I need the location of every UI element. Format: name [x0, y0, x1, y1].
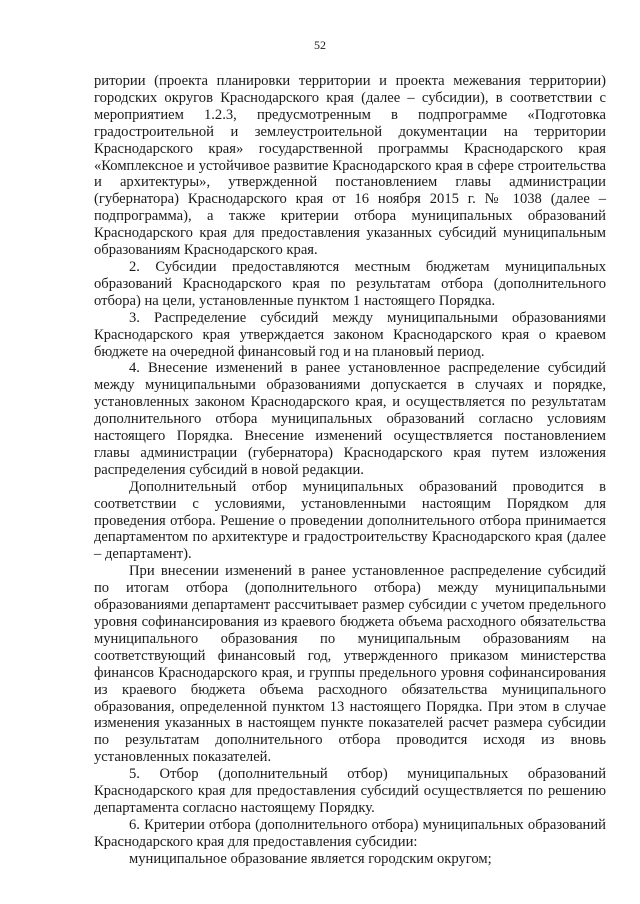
paragraph-criterion: муниципальное образование является городским округом;	[129, 850, 492, 867]
document-body	[94, 73, 606, 868]
paragraph-item-6: 6. Критерии отбора (дополнительного отбора) муниципальных образований Краснодарского края для предоставления субсидии:	[94, 816, 606, 850]
paragraph-additional-selection: Дополнительный отбор муниципальных образований проводится в соответствии с условиями, установленными настоящим Порядком для проведения отбора. Решение о проведении дополнительного отбора принимается департаментом по архитектуре и градостроительству Краснодарского края (далее – департамент).	[94, 478, 606, 563]
paragraph-continuation: ритории (проекта планировки территории и проекта межевания территории) городских округов Краснодарского края (далее – субсидии), в соответствии с мероприятием 1.2.3, предусмотренным в подпрограмме «Подготовка градостроительной и землеустроительной документации на территории Краснодарского края» государственной программы Краснодарского края «Комплексное и устойчивое развитие Краснодарского края в сфере строительства и архитектуры», утвержденной постановлением главы администрации (губернатора) Краснодарского края от 16 ноября 2015 г. № 1038 (далее – подпрограмма), а также критерии отбора муниципальных образований Краснодарского края для предоставления указанных субсидий муниципальным образованиям Краснодарского края.	[94, 73, 606, 259]
paragraph-item-2: 2. Субсидии предоставляются местным бюджетам муниципальных образований Краснодарского края по результатам отбора (дополнительного отбора) на цели, установленные пунктом 1 настоящего Порядка.	[94, 258, 606, 309]
paragraph-item-3: 3. Распределение субсидий между муниципальными образованиями Краснодарского края утверждается законом Краснодарского края о краевом бюджете на очередной финансовый год и на плановый период.	[94, 309, 606, 360]
page-number: 52	[314, 38, 326, 52]
paragraph-subsidy-calculation: При внесении изменений в ранее установленное распределение субсидий по итогам отбора (дополнительного отбора) между муниципальными образованиями департамент рассчитывает размер субсидии с учетом предельного уровня софинансирования из краевого бюджета объема расходного обязательства муниципального образования по муниципальным образованиям на соответствующий финансовый год, утвержденного приказом министерства финансов Краснодарского края, и группы предельного уровня софинансирования из краевого бюджета объема расходного обязательства муниципального образования, определенной пунктом 13 настоящего Порядка. При этом в случае изменения указанных в настоящем пункте показателей расчет размера субсидии по результатам дополнительного отбора проводится исходя из вновь установленных показателей.	[94, 563, 606, 766]
paragraph-item-4: 4. Внесение изменений в ранее установленное распределение субсидий между муниципальными образованиями допускается в случаях и порядке, установленных законом Краснодарского края, и осуществляется по результатам дополнительного отбора муниципальных образований согласно условиям настоящего Порядка. Внесение изменений осуществляется постановлением главы администрации (губернатора) Краснодарского края путем изложения распределения субсидий в новой редакции.	[94, 360, 606, 478]
paragraph-item-5: 5. Отбор (дополнительный отбор) муниципальных образований Краснодарского края для предоставления субсидий осуществляется по решению департамента согласно настоящему Порядку.	[94, 766, 606, 816]
